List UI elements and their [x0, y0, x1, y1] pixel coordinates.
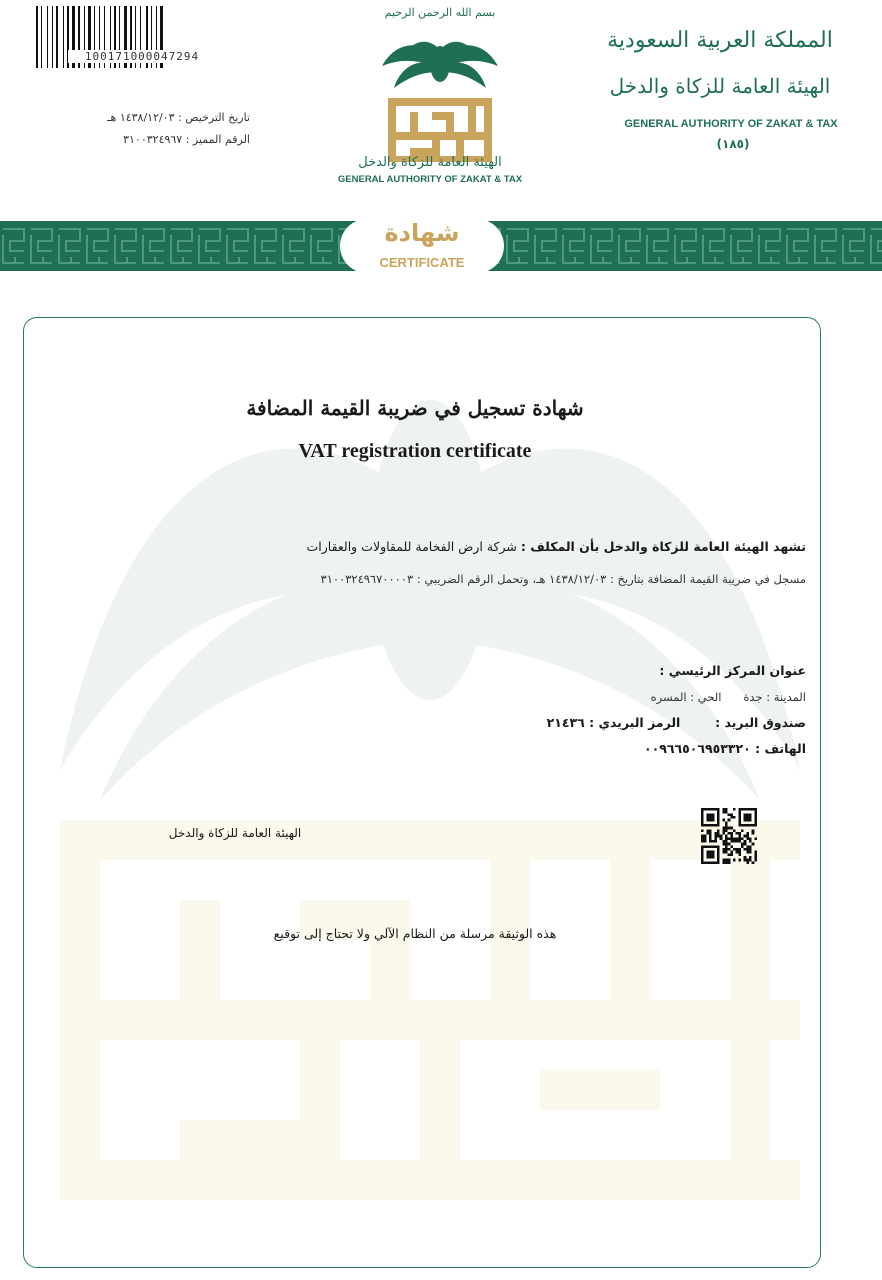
system-note: هذه الوثيقة مرسلة من النظام الآلي ولا تحتاج إلى توقيع [273, 926, 557, 941]
form-number: (١٨٥) [716, 137, 750, 151]
logo-name-ar: الهيئة العامة للزكاة والدخل [358, 155, 502, 170]
phone-number: ٠٠٩٦٦٥٠٦٩٥٣٣٢٠ [643, 741, 751, 756]
certificate-title-ar: شهادة تسجيل في ضريبة القيمة المضافة [246, 396, 584, 420]
phone-line: الهاتف : ٠٠٩٦٦٥٠٦٩٥٣٣٢٠ [643, 741, 806, 756]
certificate-badge-ar: شهادة [384, 219, 460, 247]
postal-line: صندوق البريد : الرمز البريدي : ٢١٤٣٦ [546, 715, 806, 730]
basmala: بسم الله الرحمن الرحيم [384, 6, 496, 19]
authority-name-ar: الهيئة العامة للزكاة والدخل [609, 74, 831, 98]
certificate-title-en: VAT registration certificate [298, 440, 532, 462]
district-value: المسره [650, 690, 687, 704]
city-value: جدة [743, 690, 763, 704]
city-district-line: المدينة : جدة الحي : المسره [650, 690, 806, 704]
certify-label: تشهد الهيئة العامة للزكاة والدخل بأن المكلف : [520, 539, 806, 554]
barcode-number: 100171000047294 [68, 50, 216, 63]
taxpayer-name: شركة ارض الفخامة للمقاولات والعقارات [306, 539, 517, 554]
license-date: تاريخ الترخيص : ١٤٣٨/١٢/٠٣ هـ [107, 111, 250, 124]
hq-address-heading: عنوان المركز الرئيسي : [659, 663, 806, 678]
distinct-number: الرقم المميز : ٣١٠٠٣٢٤٩٦٧ [123, 133, 250, 146]
qr-code-icon [701, 808, 757, 864]
authority-name-en: GENERAL AUTHORITY OF ZAKAT & TAX [624, 118, 838, 130]
logo-name-en: GENERAL AUTHORITY OF ZAKAT & TAX [337, 174, 523, 185]
taxpayer-line [306, 539, 806, 554]
kingdom-name-ar: المملكة العربية السعودية [607, 28, 833, 53]
registration-statement: مسجل في ضريبة القيمة المضافة بتاريخ : ١٤٣٨/١٢/٠٣ هـ، وتحمل الرقم الضريبي : ٣١٠٠٣٢٤٩٦٧٠٠٠٠٣ [320, 572, 806, 586]
postal-code: ٢١٤٣٦ [546, 715, 585, 730]
authority-signature-text: الهيئة العامة للزكاة والدخل [168, 826, 302, 840]
certificate-badge-en: CERTIFICATE [379, 255, 465, 270]
